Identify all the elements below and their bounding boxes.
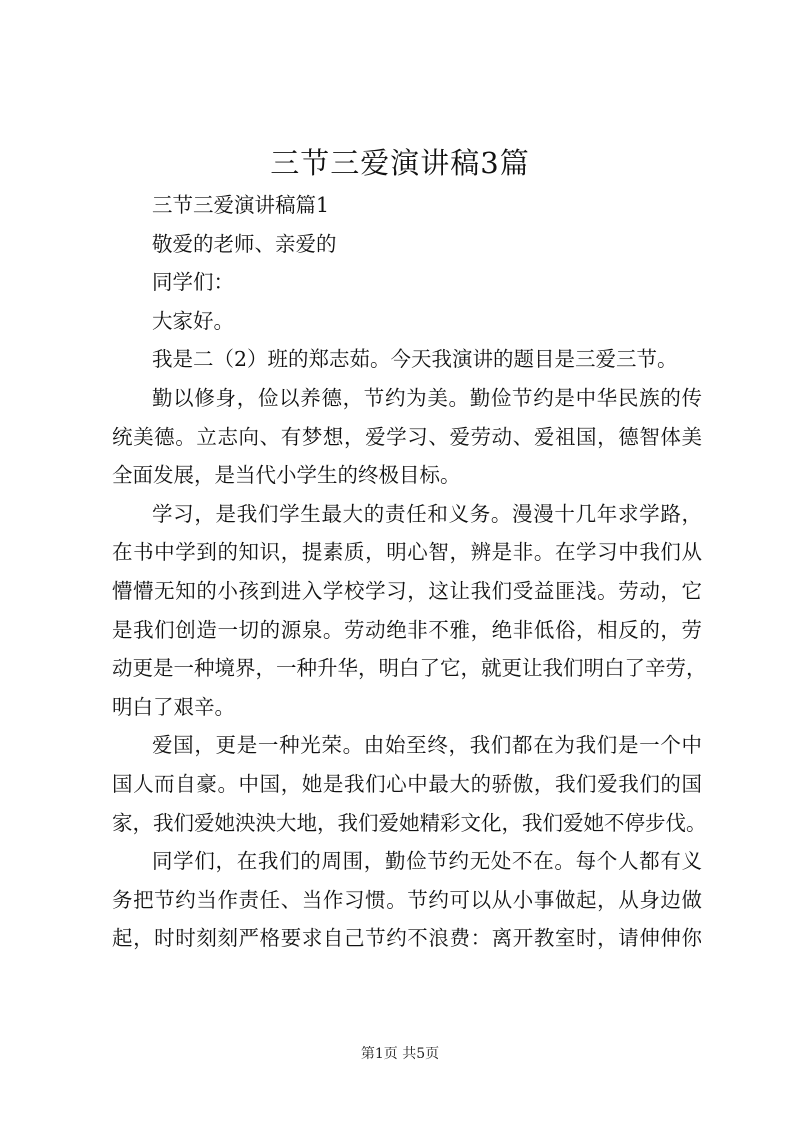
paragraph-line: 家，我们爱她泱泱大地，我们爱她精彩文化，我们爱她不停步伐。 [112,810,707,835]
page-footer: 第1页 共5页 [360,1046,440,1062]
paragraph-line: 在书中学到的知识，提素质，明心智，辨是非。在学习中我们从 [112,540,702,565]
paragraph-line: 学习，是我们学生最大的责任和义务。漫漫十几年求学路， [152,501,702,526]
greeting-line: 同学们： [152,270,234,295]
greeting-line: 敬爱的老师、亲爱的 [152,231,337,256]
document-title: 三节三爱演讲稿3篇 [270,146,530,180]
paragraph-line: 务把节约当作责任、当作习惯。节约可以从小事做起，从身边做 [112,887,702,912]
paragraph-line: 勤以修身，俭以养德，节约为美。勤俭节约是中华民族的传 [152,385,702,410]
paragraph-line: 明白了艰辛。 [112,694,235,719]
document-body [112,186,707,958]
paragraph-line: 动更是一种境界，一种升华，明白了它，就更让我们明白了辛劳， [112,656,707,681]
subtitle-line: 三节三爱演讲稿篇1 [152,193,330,217]
paragraph-line: 我是二（2）班的郑志茹。今天我演讲的题目是三爱三节。 [152,347,678,372]
paragraph-line: 统美德。立志向、有梦想，爱学习、爱劳动、爱祖国，德智体美 [112,424,702,449]
paragraph-line: 全面发展，是当代小学生的终极目标。 [112,463,461,488]
greeting-line: 大家好。 [152,308,234,333]
paragraph-line: 起，时时刻刻严格要求自己节约不浪费：离开教室时，请伸伸你 [112,926,702,951]
paragraph-line: 同学们，在我们的周围，勤俭节约无处不在。每个人都有义 [152,849,702,874]
paragraph-line: 爱国，更是一种光荣。由始至终，我们都在为我们是一个中 [152,733,702,758]
paragraph-line: 是我们创造一切的源泉。劳动绝非不雅，绝非低俗，相反的，劳 [112,617,702,642]
paragraph-line: 国人而自豪。中国，她是我们心中最大的骄傲，我们爱我们的国 [112,771,702,796]
paragraph-line: 懵懵无知的小孩到进入学校学习，这让我们受益匪浅。劳动，它 [112,578,702,603]
